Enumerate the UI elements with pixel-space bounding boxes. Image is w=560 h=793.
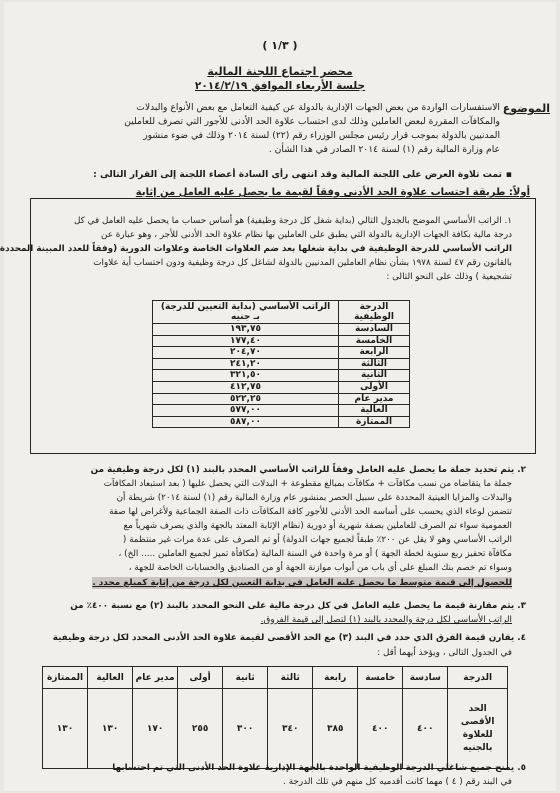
salary-cell: ٤١٢,٧٥ [153, 381, 339, 393]
salary-table-header-salary: الراتب الأساسي (بداية التعيين للدرجة) بـ جنيه [153, 301, 339, 324]
item3-line: الراتب الأساسي لكل درجة والمحدد بالبند (١) لتصل إلى قيمة الفروق. [260, 615, 512, 625]
cap-value-cell: ٤٠٠ [403, 689, 448, 769]
grade-cell: مدير عام [339, 393, 410, 405]
subject-line: عام وزارة المالية رقم (١) لسنة ٢٠١٤ الصادر في هذا الشأن . [268, 144, 500, 155]
cap-value-cell: ١٧٠ [133, 689, 178, 769]
section1-heading: أولاً: طريقة احتساب علاوة الحد الأدنى وفقاً لقيمة ما يحصل عليه العامل من إثابة [135, 187, 530, 198]
page-subtitle: جلسة الأربعاء الموافق ٢٠١٤/٢/١٩ [194, 80, 366, 92]
grade-cell: العالية [339, 405, 410, 417]
cap-column-header: ثالثة [268, 667, 313, 689]
grade-cell: الممتازة [339, 416, 410, 428]
salary-cell: ١٩٣,٧٥ [153, 324, 339, 336]
cap-column-header: أولى [178, 667, 223, 689]
item5-line: في البند رقم ( ٤ ) مهما كانت أقدميه كل منهم في تلك الدرجة . [283, 777, 512, 787]
cap-value-cell: ٣٠٠ [223, 689, 268, 769]
document-page [0, 2, 556, 791]
item3-line: ٣. يتم مقارنة قيمة ما يحصل عليه العامل في كل درجة مالية على النحو المحدد بالبند (٢) مع نسبة ٤٠٠٪ من [70, 601, 526, 611]
salary-table-header-grade: الدرجة الوظيفية [339, 301, 410, 324]
table-row [153, 416, 410, 428]
salary-cell: ٥٧٧,٠٠ [153, 405, 339, 417]
grade-cell: الرابعة [339, 347, 410, 359]
grade-cell: الثانية [339, 370, 410, 382]
salary-cell: ٥٨٧,٠٠ [153, 416, 339, 428]
subject-line: المدنيين بالدولة بموجب قرار رئيس مجلس الوزراء رقم (٢٢) لسنة ٢٠١٤ وذلك في ضوء منشور [143, 130, 500, 141]
table-row [153, 393, 410, 405]
table-row [153, 358, 410, 370]
salary-cell: ٥٢٢,٢٥ [153, 393, 339, 405]
cap-column-header: ثانية [223, 667, 268, 689]
salary-cell: ٢٤١,٢٠ [153, 358, 339, 370]
item1-line: ١. الراتب الأساسي الموضح بالجدول التالي (بداية شغل كل درجة وظيفية) هو أساس حساب ما يحصل عليه العامل في كل [73, 216, 512, 226]
salary-table [152, 300, 410, 428]
subject-line: الاستفسارات الواردة من بعض الجهات الإدارية بالدولة عن كيفية التعامل مع بعض الأنواع والبدلات [136, 102, 500, 113]
cap-column-header: خامسة [358, 667, 403, 689]
cap-value-cell: ٤٠٠ [358, 689, 403, 769]
item1-line: الراتب الأساسي للدرجة الوظيفية في بداية شغلها بعد ضم العلاوات الخاصة وعلاوات الدورية (وفقاً للعدد المبينة المحددة [0, 244, 512, 254]
cap-table [42, 666, 508, 769]
item5-line: ٥. يمنح جميع شاغلي الدرجة الوظيفية الواحدة بالجهة الإدارية علاوة الحد الأدنى التي تم احتسابها [112, 763, 526, 773]
cap-value-cell: ٣٤٠ [268, 689, 313, 769]
grade-cell: الثالثة [339, 358, 410, 370]
item1-line: تشجيعية ) وذلك على النحو التالى : [386, 272, 512, 282]
subject-line: والمكافآت المقررة لبعض العاملين وذلك لدى احتساب علاوة الحد الأدنى للأجور التي تصرف للعاملين [124, 116, 500, 127]
item4-line: ٤. يقارن قيمة الفرق الذي حدد في البند (٣) مع الحد الأقصى لقيمة علاوة الحد الأدنى المحدد لكل درجة وظيفية [52, 633, 526, 643]
bullet-icon: ▪ [505, 169, 512, 180]
item2-line: ٢. يتم تحديد جملة ما يحصل عليه العامل وفقاً للراتب الأساسي المحدد بالبند (١) لكل درجة وظيفية من [90, 465, 526, 475]
cap-table-header: الدرجة [448, 667, 508, 689]
cap-row-label: الحد الأقصى للعلاوة بالجنيه [448, 689, 508, 769]
table-row [153, 381, 410, 393]
cap-value-cell: ٣٨٥ [313, 689, 358, 769]
item2-line: والبدلات والمزايا العينية المحددة على سبيل الحصر بمنشور عام وزارة المالية رقم (١) لسنة ٢٠١٤) شريطة أن [116, 493, 512, 503]
cap-column-header: العالية [88, 667, 133, 689]
cap-value-cell: ١٣٠ [43, 689, 88, 769]
item2-line: الراتب الأساسي وهو لا يقل عن ٢٠٠٪ طبقاً لجميع جهات الدولة) أو تم الصرف على عدة مرات غير منتظمة ( [122, 535, 512, 545]
grade-cell: الخامسة [339, 335, 410, 347]
cap-value-cell: ٢٥٥ [178, 689, 223, 769]
item2-line: وسواء تم خصم بنك المبلغ على أي باب من أبواب موازنة الجهة أو من الصناديق والحسابات الخاصة للجهة ، [128, 563, 512, 573]
table-row [153, 405, 410, 417]
grade-cell: الأولى [339, 381, 410, 393]
item2-line: مكافآة تحفيز ربع سنوية لخطة الجهة ) أو مرة واحدة في السنة المالية (مكافأة تميز لجميع العاملين ..... الخ) ، [118, 549, 512, 559]
table-row [153, 370, 410, 382]
cap-column-header: رابعة [313, 667, 358, 689]
item1-line: درجة مالية بكافة الجهات الإدارية بالدولة التي يطبق على العاملين بها نظام علاوة الحد الأدنى للأجر ، وهو عبارة عن [101, 230, 512, 240]
cap-column-header: سادسة [403, 667, 448, 689]
salary-cell: ٣٢١,٥٠ [153, 370, 339, 382]
item1-line: بالقانون رقم ٤٧ لسنة ١٩٧٨ بشأن نظام العاملين المدنيين بالدولة لشاغل كل درجة وظيفية ودون احتساب أية علاوات [93, 258, 512, 268]
table-row [153, 324, 410, 336]
salary-cell: ١٧٧,٤٠ [153, 335, 339, 347]
page-title: محضر اجتماع اللجنة المالية [207, 65, 353, 78]
item4-line: في الجدول التالى ، ويؤخذ أيهما أقل : [377, 648, 512, 658]
cap-value-cell: ١٣٠ [88, 689, 133, 769]
cap-column-header: الممتازة [43, 667, 88, 689]
cap-column-header: مدير عام [133, 667, 178, 689]
item2-line: جملة ما يتقاضاه من نسب مكافآت + مكافآت بمبالغ مقطوعة + البدلات التي يحصل عليها ( بعد استبعاد المكافآت [103, 479, 512, 489]
table-row [153, 347, 410, 359]
subject-label: الموضوع [502, 102, 550, 115]
item2-line: تتضمن لوعاء الذي يحسب على أساسه الحد الأدنى للأجور كافة المكافآت ذات الصفة الجماعية ولأغراض لها صفة [109, 507, 512, 517]
grade-cell: السادسة [339, 324, 410, 336]
decision-line: تمت تلاوة العرض على اللجنة المالية وقد انتهى رأى السادة أعضاء اللجنة إلى القرار التالى : [93, 169, 502, 180]
item2-line: العمومية سواء تم الصرف للعاملين بصفة شهرية أو دورية (نظام الإثابة المعتد بالجهة والذي يصرف شهرياً مع [123, 521, 512, 531]
table-row [153, 335, 410, 347]
page-number: ( ١/٣ ) [262, 39, 298, 52]
item2-line: للحصول إلى قيمة متوسط ما يحصل عليه العامل في بداية التعيين لكل درجة من إثابة كميلغ محدد . [92, 578, 512, 588]
salary-cell: ٢٠٤,٧٠ [153, 347, 339, 359]
